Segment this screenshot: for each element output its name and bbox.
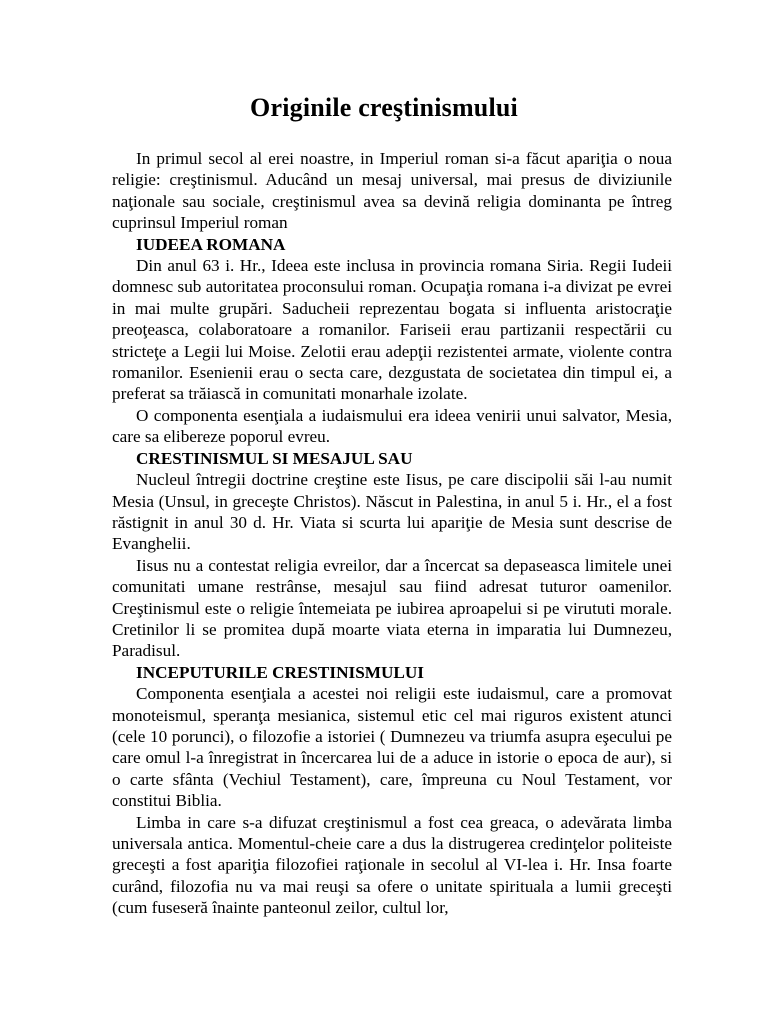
section-heading-inceputurile-crestinismului: INCEPUTURILE CRESTINISMULUI [136,662,424,682]
paragraph-iudeea-romana: Din anul 63 i. Hr., Ideea este inclusa in provincia romana Siria. Regii Iudeii domnesc sub autoritatea proconsului roman. Ocupaţia romana i-a divizat pe evrei in mai multe grupări. Saducheii reprezentau bogata si influenta aristocraţie preoţeasca, colaboratoare a romanilor. Fariseii erau partizanii respectării cu stricteţe a Legii lui Moise. Zelotii erau adepţii rezistentei armate, violente contra romanilor. Esenienii erau o secta care, dezgustata de societatea din timpul ei, a preferat sa trăiască in comunitati monarhale izolate. [112,256,672,404]
paragraph-iisus: Nucleul întregii doctrine creştine este Iisus, pe care discipolii săi l-au numit Mesia (Unsul, in greceşte Christos). Născut in Palestina, in anul 5 i. Hr., el a fost răstignit in anul 30 d. Hr. Viata si scurta lui apariţie de Mesia sunt descrise de Evanghelii. [112,470,672,554]
page-title: Originile creştinismului [250,93,518,122]
paragraph-limba-greaca: Limba in care s-a difuzat creştinismul a fost cea greaca, o adevărata limba universala antica. Momentul-cheie care a dus la distrugerea credinţelor politeiste greceşti a fost apariţia filozofiei raţionale in secolul al VI-lea i. Hr. Insa foarte curând, filozofia nu va mai reuşi sa ofere o unitate spirituala a lumii greceşti (cum fuseseră înainte panteonul zeilor, cultul lor, [112,812,672,918]
document-body [112,148,672,919]
paragraph-mesia: O componenta esenţiala a iudaismului era ideea venirii unui salvator, Mesia, care sa elibereze poporul evreu. [112,405,672,447]
section-heading-iudeea-romana: IUDEEA ROMANA [136,234,286,254]
paragraph-iudaism: Componenta esenţiala a acestei noi religii este iudaismul, care a promovat monoteismul, speranţa mesianica, sistemul etic cel mai riguros existent atunci (cele 10 porunci), o filozofie a istoriei ( Dumnezeu va triumfa asupra eşecului pe care omul l-a înregistrat in încercarea lui de a aduce in istorie o epoca de aur), si o carte sfânta (Vechiul Testament), care, împreuna cu Noul Testament, vor constitui Biblia. [112,684,672,811]
paragraph-intro: In primul secol al erei noastre, in Imperiul roman si-a făcut apariţia o noua religie: creştinismul. Aducând un mesaj universal, mai presus de diviziunile naţionale sau sociale, creştinismul avea sa devină religia dominanta pe întreg cuprinsul Imperiul roman [112,149,672,233]
paragraph-mesaj: Iisus nu a contestat religia evreilor, dar a încercat sa depaseasca limitele unei comunitati umane restrânse, mesajul sau fiind adresat tuturor oamenilor. Creştinismul este o religie întemeiata pe iubirea aproapelui si pe virututi morale. Cretinilor li se promitea după moarte viata eterna in imparatia lui Dumnezeu, Paradisul. [112,555,672,661]
section-heading-crestinismul-si-mesajul-sau: CRESTINISMUL SI MESAJUL SAU [136,448,413,468]
